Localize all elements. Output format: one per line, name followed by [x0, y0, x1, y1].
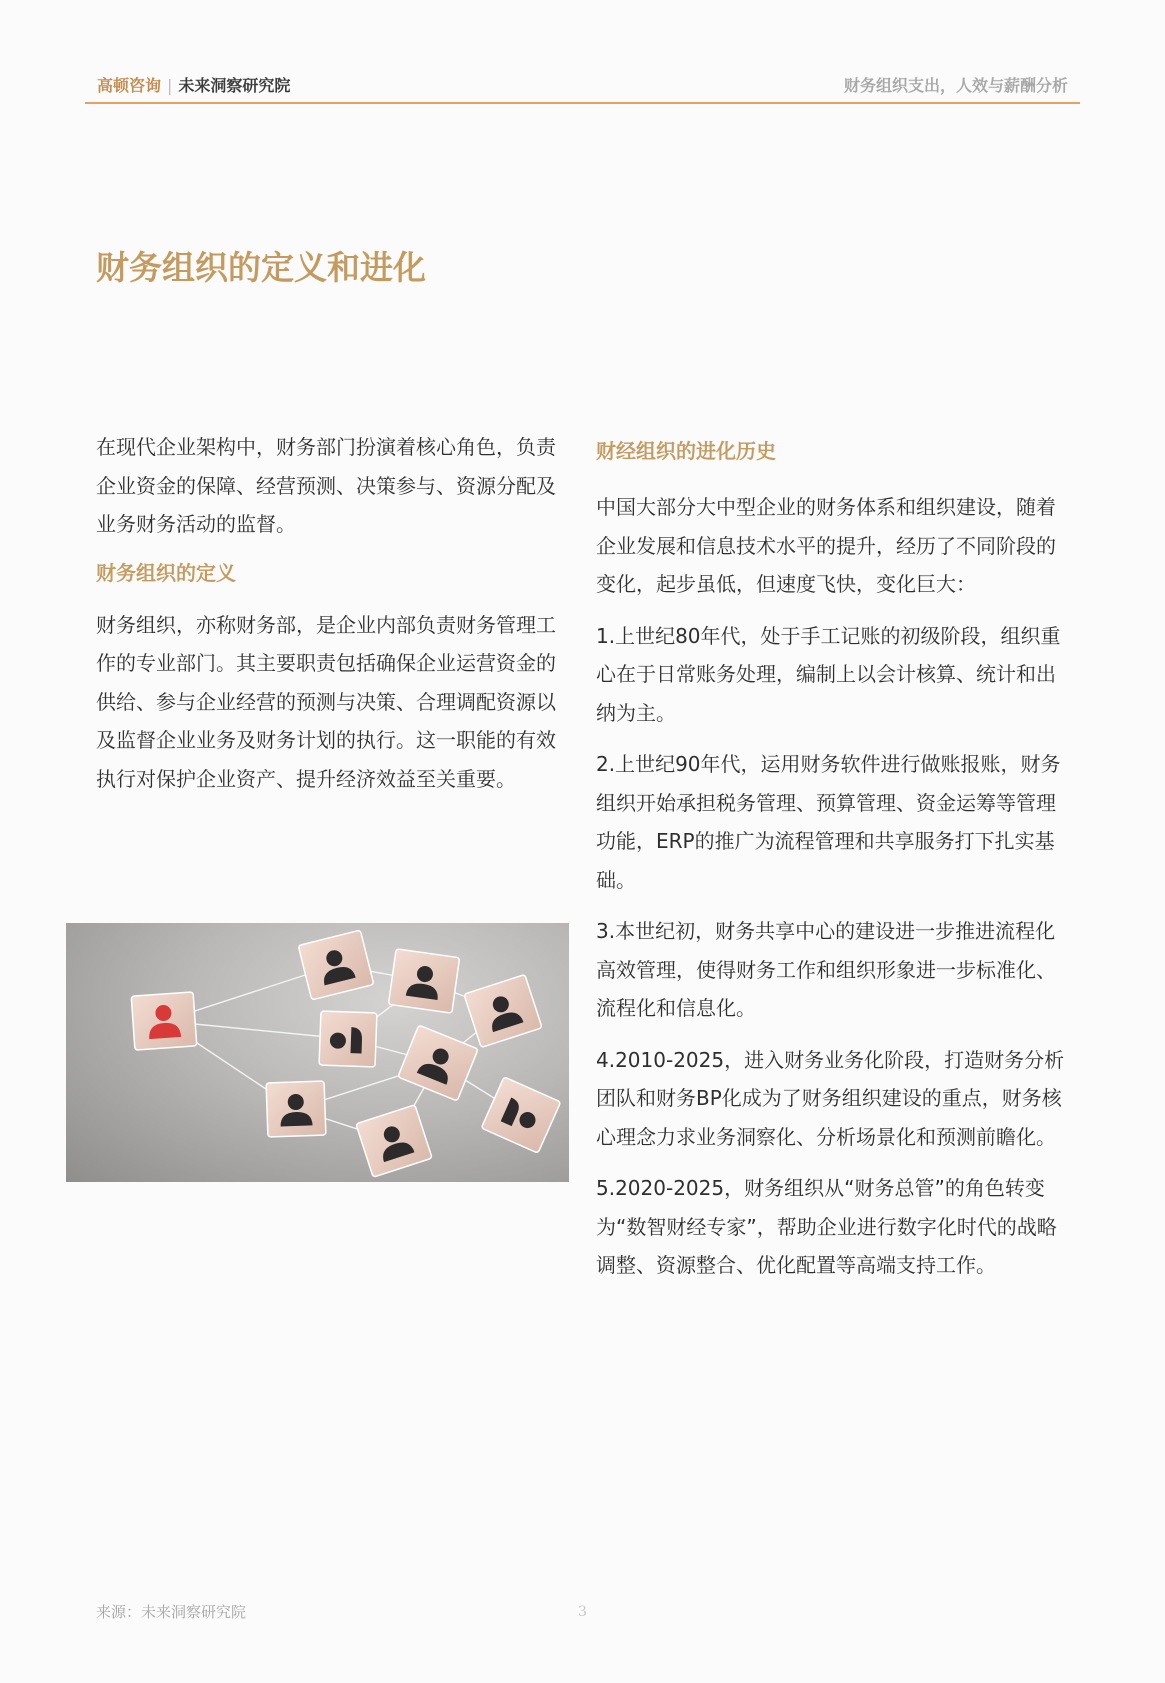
node-person-3 — [464, 974, 542, 1047]
node-person-1 — [298, 930, 374, 1000]
node-two-people-2 — [481, 1077, 560, 1153]
page-title: 财务组织的定义和进化 — [96, 248, 426, 287]
right-column — [596, 428, 1068, 1298]
left-column — [96, 428, 568, 798]
intro-paragraph: 在现代企业架构中，财务部门扮演着核心角色，负责企业资金的保障、经营预测、决策参与、资源分配及业务财务活动的监督。 — [96, 435, 556, 536]
history-intro: 中国大部分大中型企业的财务体系和组织建设，随着企业发展和信息技术水平的提升，经历了不同阶段的变化，起步虽低，但速度飞快，变化巨大： — [596, 495, 1056, 596]
definition-heading: 财务组织的定义 — [96, 560, 236, 585]
node-person-5 — [266, 1081, 326, 1137]
node-person-red — [131, 992, 197, 1050]
report-title: 财务组织支出，人效与薪酬分析 — [843, 76, 1068, 95]
brand-divider: | — [167, 76, 173, 95]
source-note: 来源：未来洞察研究院 — [96, 1603, 247, 1621]
history-heading: 财经组织的进化历史 — [596, 439, 776, 463]
node-two-people-1 — [319, 1011, 377, 1067]
node-person-4 — [398, 1025, 478, 1101]
history-stage: 3.本世纪初，财务共享中心的建设进一步推进流程化高效管理，使得财务工作和组织形象进一步标准化、流程化和信息化。 — [596, 919, 1056, 1020]
history-stage: 5.2020-2025，财务组织从“财务总管”的角色转变为“数智财经专家”，帮助企业进行数字化时代的战略调整、资源整合、优化配置等高端支持工作。 — [596, 1176, 1057, 1277]
brand-secondary: 未来洞察研究院 — [178, 76, 291, 95]
brand-primary: 高顿咨询 — [97, 76, 162, 95]
node-person-6 — [356, 1105, 432, 1177]
brand — [97, 73, 290, 96]
definition-paragraph: 财务组织，亦称财务部，是企业内部负责财务管理工作的专业部门。其主要职责包括确保企业运营资金的供给、参与企业经营的预测与决策、合理调配资源以及监督企业业务及财务计划的执行。这一职能的有效执行对保护企业资产、提升经济效益至关重要。 — [96, 612, 556, 791]
node-person-2 — [388, 949, 459, 1013]
history-stage: 2.上世纪90年代，运用财务软件进行做账报账，财务组织开始承担税务管理、预算管理、资金运筹等管理功能，ERP的推广为流程管理和共享服务打下扎实基础。 — [596, 752, 1061, 892]
page-number: 3 — [578, 1604, 587, 1620]
history-stage: 4.2010-2025，进入财务业务化阶段，打造财务分析团队和财务BP化成为了财务组织建设的重点，财务核心理念力求业务洞察化、分析场景化和预测前瞻化。 — [596, 1047, 1065, 1149]
network-photo — [66, 923, 569, 1182]
history-stage: 1.上世纪80年代，处于手工记账的初级阶段，组织重心在于日常账务处理，编制上以会计核算、统计和出纳为主。 — [596, 623, 1061, 725]
page-header — [85, 70, 1080, 104]
network-illustration — [66, 923, 569, 1182]
